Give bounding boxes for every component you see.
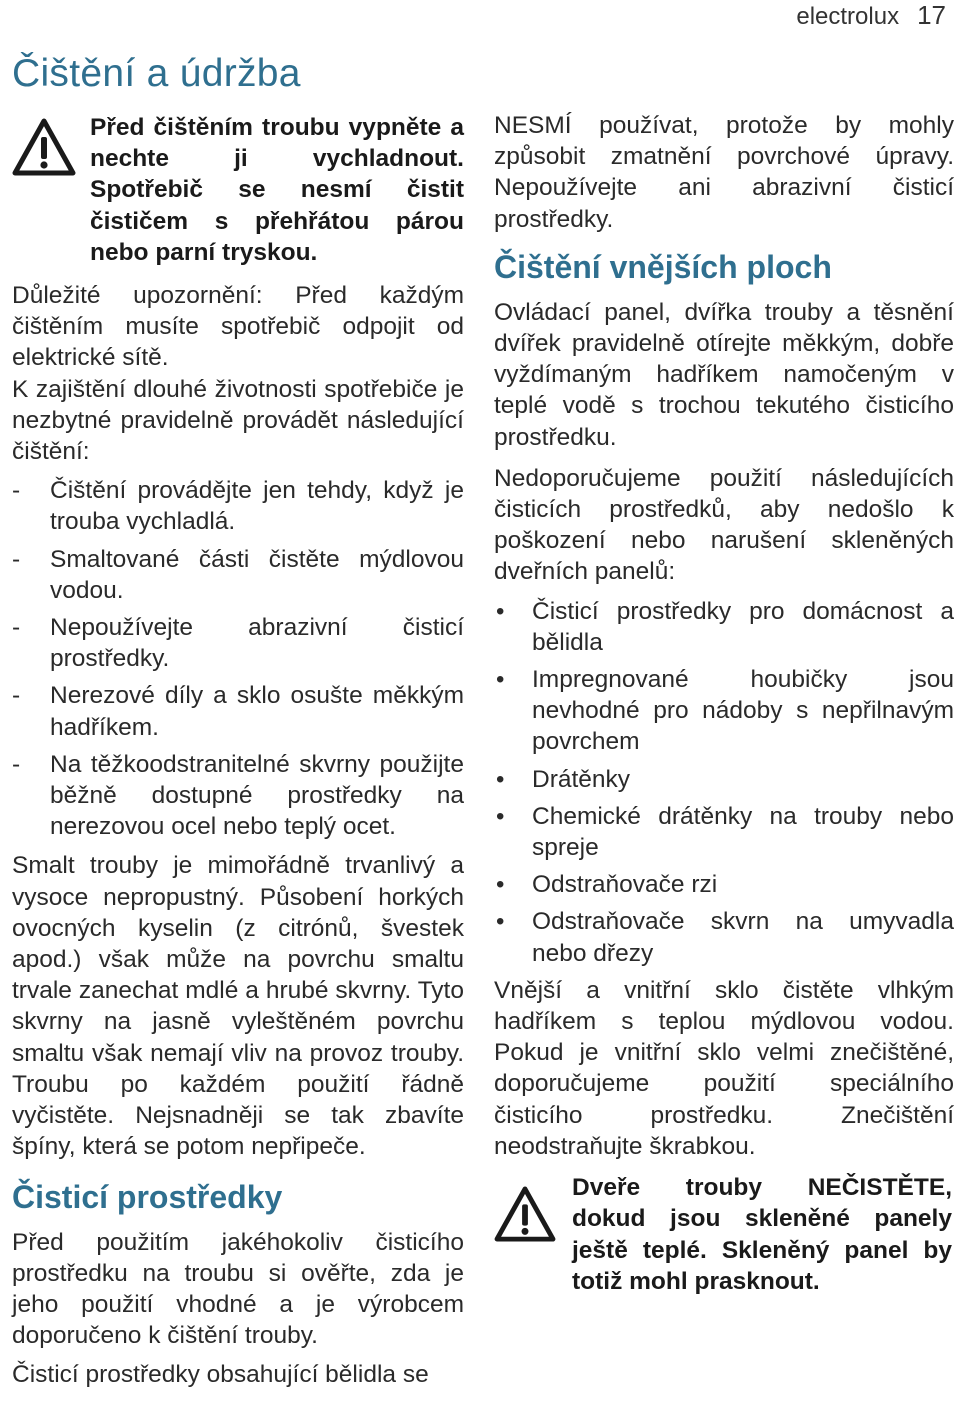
list-item: - Nerezové díly a sklo osušte měkkým hadříkem. — [12, 680, 464, 742]
list-item: • Chemické drátěnky na trouby nebo spreje — [494, 801, 954, 863]
not-recommended-list — [494, 596, 954, 969]
paragraph-bleach: Čisticí prostředky obsahující bělidla se — [12, 1361, 429, 1389]
page-header — [796, 0, 946, 34]
warning-text-2: Dveře trouby NEČISTĚTE, dokud jsou skleněné panely ještě teplé. Skleněný panel by totiž mohl prasknout. — [572, 1174, 952, 1295]
paragraph-exterior: Ovládací panel, dvířka trouby a těsnění dvířek pravidelně otírejte měkkým, dobře vyždímaným hadříkem namočeným v teplé vodě s trochou tekutého čisticího prostředku. — [494, 298, 954, 451]
warning-triangle-icon — [494, 1186, 556, 1250]
list-item: • Drátěnky — [494, 764, 954, 795]
list-item: - Čištění provádějte jen tehdy, když je trouba vychladlá. — [12, 475, 464, 537]
brand-name: electrolux — [796, 3, 900, 30]
page-number: 17 — [917, 0, 946, 30]
cleaning-tips-list — [12, 475, 464, 842]
paragraph-maintenance: K zajištění dlouhé životnosti spotřebiče je nezbytné pravidelně provádět následující čištění: — [12, 375, 464, 466]
right-column — [494, 110, 954, 1297]
warning-text-1: Před čištěním troubu vypněte a nechte ji vychladnout. Spotřebič se nesmí čistit čističem s přehřátou párou nebo parní tryskou. — [90, 114, 464, 266]
paragraph-bleach-continued: NESMÍ používat, protože by mohly způsobit zmatnění povrchové úpravy. Nepoužívejte ani abrazivní čisticí prostředky. — [494, 112, 954, 233]
paragraph-glass-cleaning: Vnější a vnitřní sklo čistěte vlhkým hadříkem s teplou mýdlovou vodou. Pokud je vnitřní sklo velmi znečištěné, doporučujeme použití speciálního čisticího prostředku. Znečištění neodstraňujte škrabkou. — [494, 976, 954, 1160]
paragraph-agents-check: Před použitím jakéhokoliv čisticího prostředku na troubu si ověřte, zda je jeho použití vhodné a je výrobcem doporučeno k čištění trouby. — [12, 1228, 464, 1350]
page-title: Čištění a údržba — [12, 52, 301, 95]
list-item: • Odstraňovače skvrn na umyvadla nebo dřezy — [494, 906, 954, 968]
warning-block-2 — [494, 1172, 954, 1297]
warning-triangle-icon — [12, 118, 76, 184]
section-heading-cleaning-agents: Čisticí prostředky — [12, 1178, 283, 1215]
list-item: - Nepoužívejte abrazivní čisticí prostředky. — [12, 612, 464, 674]
list-item: - Na těžkoodstranitelné skvrny použijte běžně dostupné prostředky na nerezovou ocel nebo teplý ocet. — [12, 749, 464, 843]
section-heading-exterior: Čištění vnějších ploch — [494, 248, 832, 285]
list-item: - Smaltované části čistěte mýdlovou vodou. — [12, 544, 464, 606]
left-column — [12, 112, 464, 1391]
paragraph-not-recommended: Nedoporučujeme použití následujících čisticích prostředků, aby nedošlo k poškození nebo narušení skleněných dveřních panelů: — [494, 464, 954, 586]
list-item: • Odstraňovače rzi — [494, 869, 954, 900]
list-item: • Čisticí prostředky pro domácnost a bělidla — [494, 596, 954, 658]
warning-block-1 — [12, 112, 464, 268]
paragraph-enamel: Smalt trouby je mimořádně trvanlivý a vysoce nepropustný. Působení horkých ovocných kyselin (z citrónů, švestek apod.) však může na povrchu smaltu trvale zanechat mdlé a hrubé skvrny. Tyto skvrny na jasně vyleštěném povrchu smaltu však nemají vliv na provoz trouby. Troubu po každém použití řádně vyčistěte. Nejsnadněji se tak zbavíte špíny, která se potom nepřipeče. — [12, 852, 464, 1161]
list-item: • Impregnované houbičky jsou nevhodné pro nádoby s nepřilnavým povrchem — [494, 664, 954, 758]
paragraph-disconnect: Důležité upozornění: Před každým čištěním musíte spotřebič odpojit od elektrické sítě. — [12, 282, 464, 372]
